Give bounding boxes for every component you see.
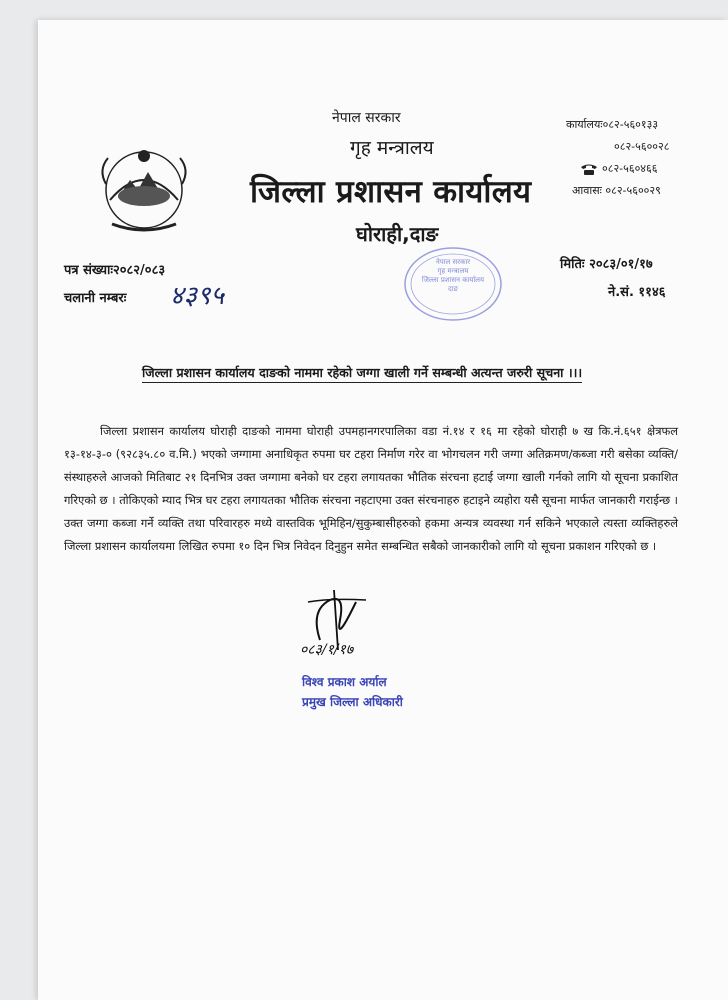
officer-name: विश्व प्रकाश अर्याल	[302, 675, 387, 689]
telephone-icon	[580, 163, 598, 176]
office-location: घोराही,दाङ	[356, 222, 439, 246]
phone-3: ०८२-५६०४६६	[602, 162, 658, 175]
nepal-sambat	[608, 282, 665, 300]
patra-label: पत्र संख्याः	[64, 263, 114, 278]
nepal-emblem	[88, 140, 200, 235]
officer-title: प्रमुख जिल्ला अधिकारी	[302, 695, 403, 709]
phone-2: ०८२-५६००२८	[614, 140, 670, 153]
contact-block	[566, 114, 669, 202]
notice-subject: जिल्ला प्रशासन कार्यालय दाङको नाममा रहेको जग्गा खाली गर्ने सम्बन्धी अत्यन्त जरुरी सूचना ।।।	[142, 364, 582, 383]
chalani-value: ४३९५	[170, 281, 225, 311]
stamp-line-3: जिल्ला प्रशासन कार्यालय	[421, 276, 485, 284]
patra-sankhya	[64, 260, 165, 278]
ministry-name: गृह मन्त्रालय	[350, 137, 434, 159]
officer-stamp	[302, 672, 403, 712]
ns-value: ११४६	[638, 285, 666, 300]
office-phone-row	[566, 114, 669, 136]
residence-phone-row	[566, 180, 669, 202]
date-label: मितिः	[560, 257, 585, 272]
residence-label: आवासः	[572, 184, 602, 197]
office-phone-label: कार्यालयः	[566, 118, 603, 131]
ns-label: ने.सं.	[608, 285, 634, 300]
chalani-number	[64, 288, 126, 306]
office-name: जिल्ला प्रशासन कार्यालय	[250, 174, 532, 210]
document-page	[38, 20, 728, 1000]
stamp-line-4: दाङ	[448, 285, 458, 293]
office-phone: ०८२-५६०१३३	[602, 118, 659, 131]
stamp-line-1: नेपाल सरकार	[435, 258, 471, 266]
stamp-line-2: गृह मन्त्रालय	[437, 267, 469, 275]
stamp-text	[420, 258, 486, 294]
date-value: २०८३/०१/१७	[589, 257, 653, 272]
patra-value: २०८२/०८३	[113, 263, 166, 278]
phone-3-row	[566, 158, 669, 180]
notice-body: जिल्ला प्रशासन कार्यालय घोराही दाङको नाममा घोराही उपमहानगरपालिका वडा नं.१४ र १६ मा रहेको घोराही ७ ख कि.नं.६५१ क्षेत्रफल १३-१४-३-० (९२८३५.८० व.मि.) भएको जग्गामा अनाधिकृत रुपमा घर टहरा निर्माण गरेर वा भोगचलन गरी जग्गा अतिक्रमण/कब्जा गरी बसेका व्यक्ति/संस्थाहरुले आजको मितिबाट २१ दिनभित्र उक्त जग्गामा बनेको घर टहरा लगायतका भौतिक संरचना हटाई जग्गा खाली गर्नको लागि यो सूचना प्रकाशित गरिएको छ । तोकिएको म्याद भित्र घर टहरा लगायतका भौतिक संरचना नहटाएमा उक्त संरचनाहरु हटाइने व्यहोरा यसै सूचना मार्फत जानकारी गराईन्छ । उक्त जग्गा कब्जा गर्ने व्यक्ति तथा परिवारहरु मध्ये वास्तविक भूमिहिन/सुकुम्बासीहरुको हकमा अन्यत्र व्यवस्था गर्न सकिने भएकाले त्यस्ता व्यक्तिहरुले जिल्ला प्रशासन कार्यालयमा लिखित रुपमा १० दिन भित्र निवेदन दिनुहुन समेत सम्बन्धित सबैको जानकारीको लागि यो सूचना प्रकाशन गरिएको छ ।	[64, 424, 678, 553]
signature-date: ०८३/१/१७	[300, 642, 354, 658]
residence-phone: ०८२-५६००२९	[605, 184, 661, 197]
chalani-label: चलानी नम्बरः	[64, 291, 127, 306]
date	[560, 254, 653, 272]
government-name: नेपाल सरकार	[332, 110, 401, 126]
